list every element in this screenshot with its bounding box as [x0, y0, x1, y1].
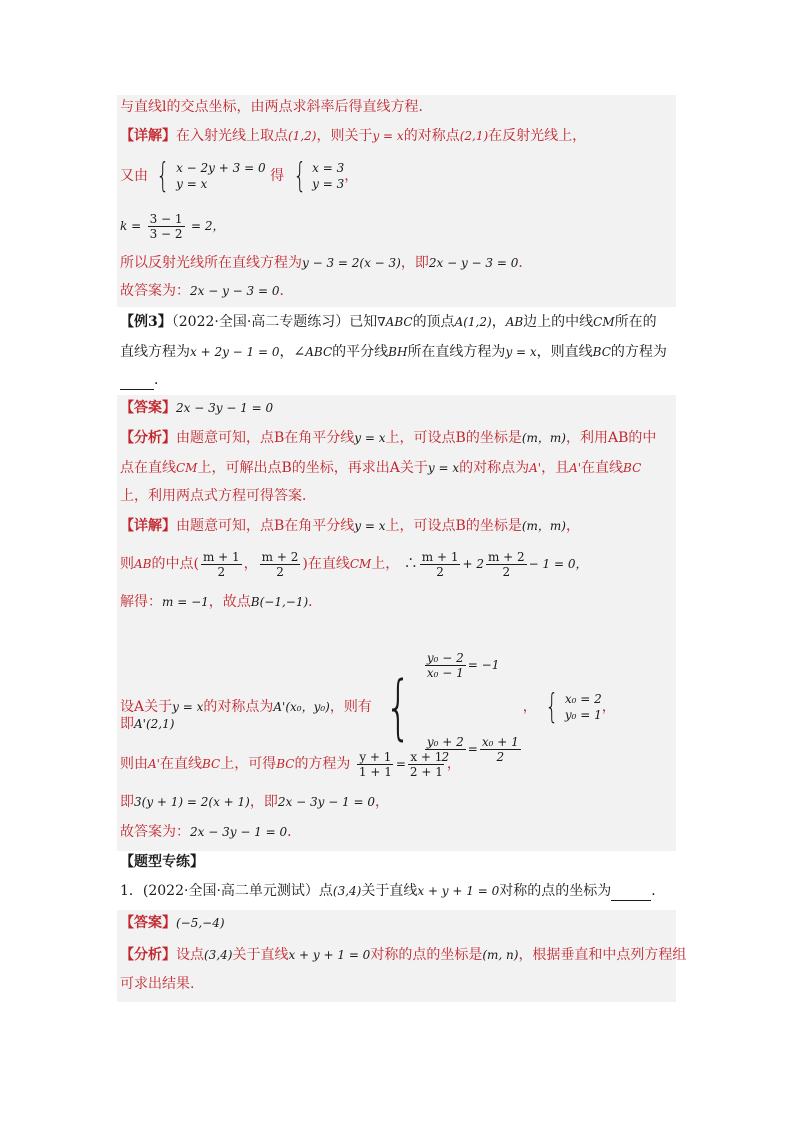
text: 上，可设点B的坐标是	[385, 518, 522, 534]
analysis-line	[120, 458, 641, 478]
text: 得	[270, 168, 285, 184]
numerator: m + 1	[421, 549, 459, 564]
text: 1．(2022·全国·高二单元测试）点	[120, 883, 333, 899]
text: )在直线	[302, 556, 350, 572]
math: ∇ABC	[377, 315, 413, 329]
numerator: x₀ + 1	[481, 734, 519, 749]
denominator: 2	[436, 564, 444, 579]
numerator: m + 2	[261, 549, 299, 564]
math: y = x	[372, 129, 404, 143]
therefore-symbol: ∴	[403, 556, 418, 572]
math: m = −1	[162, 595, 209, 609]
fraction	[420, 550, 461, 579]
heading-text: 【题型专练】	[120, 854, 204, 870]
detail-tag: 【详解】	[120, 128, 176, 144]
brace-icon: {	[385, 666, 412, 748]
analysis-line	[120, 486, 316, 506]
math: 2x − 3y − 1 = 0	[176, 401, 274, 415]
math: y = x	[354, 431, 386, 445]
detail-line	[120, 516, 580, 536]
numerator: y₀ + 2	[426, 734, 464, 749]
text: ，	[522, 699, 537, 715]
analysis-text: 与直线l的交点坐标，由两点求斜率后得直线方程．	[120, 99, 433, 115]
math: y = x	[354, 519, 386, 533]
text: 关于直线	[361, 883, 418, 899]
math: BC	[623, 461, 642, 475]
detail-line	[120, 126, 586, 146]
text: ，	[491, 314, 506, 330]
math: (3,4)	[332, 884, 362, 898]
math: y = x	[505, 345, 537, 359]
math: A'	[148, 757, 160, 771]
text-line	[120, 97, 432, 117]
text: 又由	[120, 168, 148, 184]
detail-tag: 【详解】	[120, 518, 176, 534]
text: 边上的中线	[523, 314, 594, 330]
math: 2x − y − 3 = 0	[428, 256, 519, 270]
text-line	[120, 792, 389, 812]
equation-system	[152, 156, 266, 196]
example-tag: 【例3】	[120, 314, 172, 330]
text: 上，可设点B的坐标是	[385, 430, 522, 446]
text: ，	[601, 699, 616, 715]
text: ．	[308, 594, 323, 610]
text: （2022·全国·高二专题练习）已知	[171, 314, 378, 330]
equation: x − 2y + 3 = 0	[176, 161, 266, 175]
math: + 2	[462, 557, 484, 571]
text: 的方程为	[294, 756, 351, 772]
math: 2x − y − 3 = 0	[190, 284, 280, 298]
text: 的对称点为	[203, 699, 274, 715]
text: ，故点	[208, 594, 251, 610]
text: 所以反射光线所在直线方程为	[120, 255, 302, 271]
math: (3,4)	[204, 948, 233, 962]
text: 由题意可知，点B在角平分线	[176, 518, 355, 534]
fraction	[408, 750, 445, 779]
analysis-tag: 【分析】	[120, 947, 176, 963]
equation-system	[541, 687, 602, 727]
math: (m，m)	[521, 431, 566, 445]
text: 对称的点的坐标为	[499, 883, 612, 899]
numerator: 3 − 1	[149, 211, 183, 226]
math: x + 2y − 1 = 0	[190, 345, 280, 359]
text: 在直线	[159, 756, 202, 772]
math: A'(2,1)	[134, 717, 175, 731]
fraction	[480, 735, 521, 764]
text: ．	[518, 255, 533, 271]
numerator: m + 1	[202, 549, 240, 564]
brace-icon: {	[292, 156, 306, 196]
math: BC	[201, 757, 221, 771]
text: 在反射光线上，	[488, 128, 587, 144]
math: A'	[529, 461, 542, 475]
equation: x = 3	[312, 161, 345, 175]
text: 的中点(	[151, 556, 199, 572]
brace-icon: {	[545, 687, 559, 727]
text: 点在直线	[120, 460, 176, 476]
system-line	[120, 156, 358, 196]
text: ．	[279, 283, 294, 299]
math: = −1	[467, 658, 500, 672]
math: k =	[120, 219, 142, 233]
text: 可求出结果.	[120, 976, 195, 992]
numerator: y₀ − 2	[426, 650, 464, 665]
text: 的平分线	[332, 344, 389, 360]
brace-icon: {	[156, 156, 170, 196]
answer-line	[120, 398, 273, 418]
text: 关于直线	[232, 947, 289, 963]
math: =	[467, 742, 478, 756]
section-heading	[120, 852, 204, 872]
fraction	[486, 550, 527, 579]
math: BH	[388, 345, 408, 359]
text: ，利用AB的中	[565, 430, 657, 446]
text: ，即	[249, 794, 278, 810]
text: 即	[120, 716, 134, 732]
text: ，	[243, 556, 258, 572]
text: 的对称点	[403, 128, 460, 144]
text: ，即	[400, 255, 429, 271]
equation: y = 3	[312, 177, 345, 191]
text: ，则有	[329, 699, 372, 715]
text: 解得：	[120, 594, 162, 610]
answer-tag: 【答案】	[120, 915, 176, 931]
slope-line	[120, 210, 225, 242]
text: ．	[287, 824, 302, 840]
example-line	[120, 342, 667, 362]
text: 上，可解出点B的坐标，再求出A关于	[197, 460, 428, 476]
text: 所在直线方程为	[407, 344, 506, 360]
math: x + y + 1 = 0	[288, 948, 371, 962]
answer-line	[120, 281, 294, 301]
text: ，	[344, 168, 359, 184]
math: CM	[593, 315, 615, 329]
answer-blank	[120, 375, 154, 390]
denominator: 2	[496, 749, 505, 764]
math: (2,1)	[459, 129, 489, 143]
bc-equation-line	[120, 746, 461, 782]
text: ，∠	[279, 344, 306, 360]
text: 上，利用两点式方程可得答案．	[120, 488, 316, 504]
text: 的方程为	[610, 344, 667, 360]
math: CM	[176, 461, 198, 475]
math: AB	[505, 315, 524, 329]
math: x + y + 1 = 0	[417, 884, 500, 898]
text: 在入射光线上取点	[176, 128, 288, 144]
equation: y = x	[176, 177, 208, 191]
math: B(−1,−1)	[250, 595, 309, 609]
fraction	[260, 550, 301, 579]
denominator: 2	[217, 564, 226, 579]
fraction	[201, 550, 242, 579]
text: 则	[120, 556, 134, 572]
text: ，且	[541, 460, 570, 476]
text: 所在的	[614, 314, 657, 330]
answer-blank	[611, 886, 651, 901]
math: =	[395, 757, 406, 771]
text: ，则关于	[316, 128, 373, 144]
math: y = x	[172, 700, 204, 714]
text: 故答案为：	[120, 824, 190, 840]
math: (m, n)	[482, 948, 519, 962]
denominator: x₀ − 1	[426, 665, 464, 680]
text: 设点	[176, 947, 204, 963]
math: (−5,−4)	[176, 916, 225, 930]
text: ，	[565, 518, 580, 534]
math: 3(y + 1) = 2(x + 1)	[134, 795, 250, 809]
denominator: 2	[441, 749, 450, 764]
numerator: m + 2	[487, 549, 525, 564]
text: 则由	[120, 756, 148, 772]
math: (m，m)	[521, 519, 566, 533]
exercise-line	[120, 881, 665, 901]
answer-line	[120, 822, 301, 842]
math: CM	[349, 557, 372, 571]
text-line	[120, 253, 532, 273]
text: ，	[375, 794, 390, 810]
text-line	[120, 714, 174, 734]
fraction	[425, 651, 466, 680]
answer-tag: 【答案】	[120, 400, 176, 416]
math: = 2，	[191, 219, 225, 233]
numerator: y + 1	[359, 749, 392, 764]
midpoint-line	[120, 546, 588, 582]
text: ，根据垂直和中点列方程组	[518, 947, 687, 963]
example-line	[120, 312, 657, 332]
math: A'(x₀，y₀)	[273, 700, 330, 714]
text: 的对称点为	[459, 460, 530, 476]
denominator: 2 + 1	[409, 764, 443, 779]
math: − 1 = 0，	[528, 557, 588, 571]
denominator: 1 + 1	[358, 764, 392, 779]
text: 上，	[371, 556, 400, 572]
fraction	[357, 750, 394, 779]
math: (1,2)	[288, 129, 317, 143]
equation: y₀ = 1	[564, 708, 602, 722]
math: y − 3 = 2(x − 3)	[302, 256, 401, 270]
solve-line	[120, 592, 322, 612]
denominator: 3 − 2	[149, 226, 183, 241]
text: 即	[120, 794, 134, 810]
text: 在直线	[581, 460, 624, 476]
math: BC	[276, 757, 295, 771]
analysis-line	[120, 428, 656, 448]
text: ．	[154, 372, 168, 388]
fraction	[148, 212, 185, 241]
equation-system	[289, 156, 345, 196]
text: 直线方程为	[120, 344, 190, 360]
text: 故答案为：	[120, 283, 190, 299]
analysis-line	[120, 974, 194, 994]
text: 上，可得	[220, 756, 277, 772]
equation: x₀ = 2	[564, 692, 602, 706]
math: AB	[134, 557, 152, 571]
math: A'	[569, 461, 582, 475]
analysis-line	[120, 945, 686, 965]
text: 由题意可知，点B在角平分线	[176, 430, 355, 446]
denominator: 2	[502, 564, 511, 579]
denominator: 2	[276, 564, 284, 579]
text: 对称的点的坐标是	[370, 947, 483, 963]
text: 的顶点	[412, 314, 455, 330]
math: 2x − 3y − 1 = 0	[190, 825, 288, 839]
text: 设A关于	[120, 699, 173, 715]
example-line	[120, 370, 168, 390]
text: ，	[446, 756, 461, 772]
answer-line	[120, 913, 225, 933]
math: A(1,2)	[454, 315, 492, 329]
numerator: x + 1	[410, 749, 443, 764]
math: 2x − 3y − 1 = 0	[277, 795, 376, 809]
text: ．	[651, 883, 666, 899]
math: BC	[592, 345, 611, 359]
math: ABC	[305, 345, 333, 359]
text: ，则直线	[536, 344, 593, 360]
math: y = x	[427, 461, 460, 475]
analysis-tag: 【分析】	[120, 430, 176, 446]
